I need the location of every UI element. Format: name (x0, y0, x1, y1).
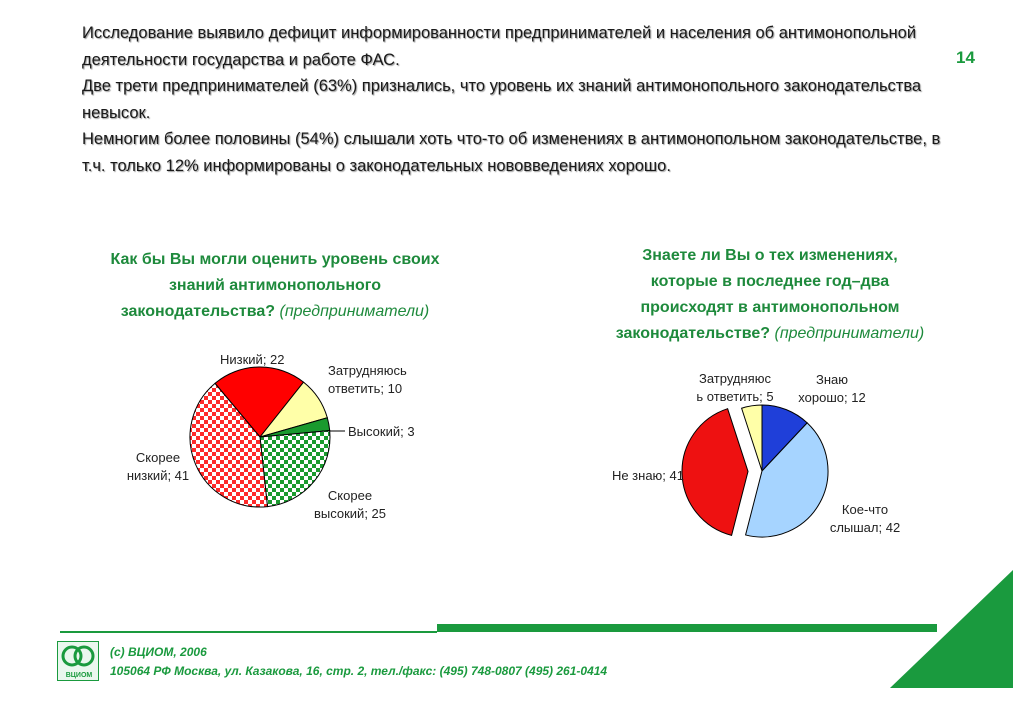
footer-copyright: (c) ВЦИОМ, 2006 (110, 645, 207, 659)
vciom-logo (57, 641, 99, 681)
slice-label-1: Низкий; 22 (220, 352, 285, 367)
right-title-line-1: Знаете ли Вы о тех изменениях, (642, 247, 898, 264)
intro-paragraph-3: Немногим более половины (54%) слышали хоть что-то об изменениях в антимонопольном законодательстве, в т.ч. только 12% информированы о законодательных нововведениях хорошо. (82, 130, 941, 175)
page-number: 14 (956, 48, 975, 67)
footer-text (110, 643, 607, 681)
logo-icon (58, 642, 98, 672)
left-subtitle: (предприниматели) (279, 303, 430, 320)
left-title-line-1: Как бы Вы могли оценить уровень своих (110, 251, 440, 268)
footer-bar (437, 624, 937, 632)
corner-decoration (870, 570, 1023, 708)
slice-label-1: Знаю хорошо; 12 (798, 372, 866, 405)
slice-label-3: Не знаю; 41 (611, 468, 684, 483)
footer-address: 105064 РФ Москва, ул. Казакова, 16, стр. 2, тел./факс: (495) 748-0807 (495) 261-0414 (110, 664, 608, 678)
left-title-line-3: законодательства? (120, 303, 276, 320)
left-title-line-2: знаний антимонопольного (168, 277, 382, 294)
right-title-line-3: происходят в антимонопольном (640, 299, 900, 316)
slice-label-2: Кое-что слышал; 42 (829, 502, 901, 535)
pie-chart-awareness (612, 371, 900, 537)
logo-text: ВЦИОМ (65, 672, 93, 679)
slice-label-5: Скорее низкий; 41 (126, 450, 190, 483)
right-subtitle: (предприниматели) (774, 325, 925, 342)
right-title-line-4: законодательстве? (615, 325, 771, 342)
slice-label-4: Затрудняюс ь ответить; 5 (696, 371, 774, 404)
slice-label-4: Скорее высокий; 25 (313, 488, 387, 521)
intro-paragraph-2: Две трети предпринимателей (63%) признались, что уровень их знаний антимонопольного законодательства невысок. (82, 77, 922, 122)
right-title-line-2: которые в последнее год–два (650, 273, 890, 290)
slice-label-3: Высокий; 3 (348, 424, 415, 439)
slice-label-2: Затрудняюсь ответить; 10 (328, 363, 407, 396)
pie-chart-knowledge-level (127, 352, 415, 521)
pie-slice-3 (682, 409, 748, 536)
pie-slice-4 (260, 431, 330, 507)
intro-paragraph-1: Исследование выявило дефицит информированности предпринимателей и населения об антимонопольной деятельности государства и работе ФАС. (82, 24, 917, 69)
footer-divider (60, 631, 437, 633)
